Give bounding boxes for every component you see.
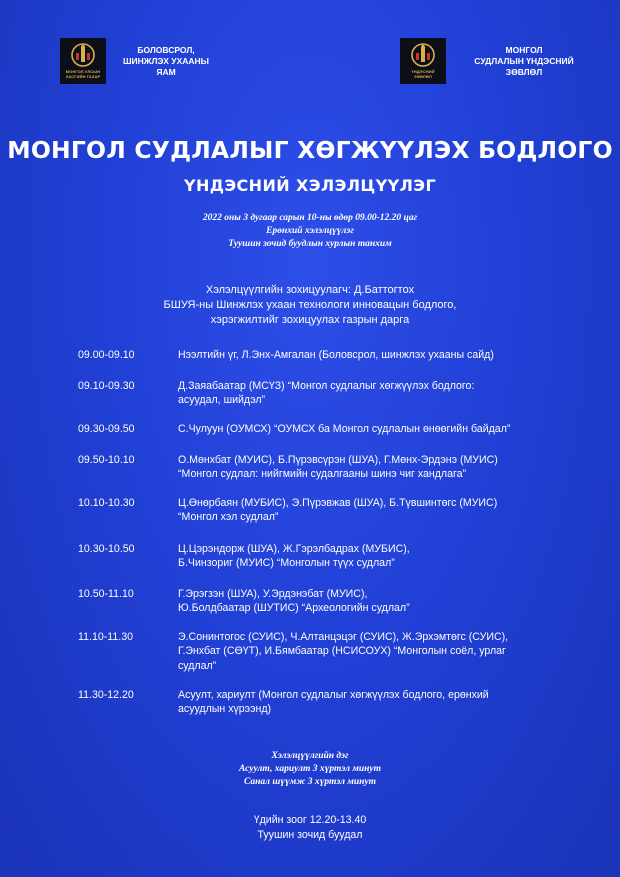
agenda-description-line: О.Мөнхбат (МУИС), Б.Пүрэвсүрэн (ШУА), Г.Мөнх-Эрдэнэ (МУИС): [178, 454, 498, 466]
state-emblem-icon: [60, 38, 106, 84]
ministry-name: БОЛОВСРОЛ, ШИНЖЛЭХ УХААНЫ ЯАМ: [123, 44, 209, 77]
agenda-description-line: Г.Энхбат (СӨҮТ), И.Бямбаатар (НСИСОУХ) “Монголын соёл, урлаг: [178, 645, 506, 658]
agenda-time: 11.30-12.20: [78, 689, 134, 701]
agenda-description: [178, 348, 568, 362]
agenda-row: [78, 688, 568, 717]
agenda-description-line: Э.Сонинтогос (СУИС), Ч.Алтанцэцэг (СУИС), Ж.Эрхэмтөгс (СУИС),: [178, 631, 509, 643]
agenda-description-line: “Монгол судлал: нийгмийн судалгааны шинэ чиг хандлага”: [178, 468, 467, 481]
agenda-time: 09.10-09.30: [78, 380, 135, 392]
agenda-description: [178, 453, 568, 482]
agenda-row: [78, 422, 568, 436]
event-meta: [0, 212, 620, 251]
agenda-description-line: Ю.Болдбаатар (ШУТИС) “Археологийн судлал”: [178, 602, 410, 615]
agenda-description-line: “Монгол хэл судлал”: [178, 511, 279, 524]
agenda-time: 10.50-11.10: [78, 588, 134, 600]
agenda-row: [78, 496, 568, 525]
agenda-time: 10.10-10.30: [78, 497, 135, 509]
agenda-description: [178, 688, 568, 717]
agenda-description-line: асуудал, шийдэл”: [178, 394, 266, 407]
agenda-description-line: Ц.Өнөрбаян (МУБИС), Э.Пүрэвжав (ШУА), Б.Түвшинтөгс (МУИС): [178, 497, 498, 509]
agenda-time: 09.30-09.50: [78, 423, 135, 435]
agenda-description-line: Нээлтийн үг, Л.Энх-Амгалан (Боловсрол, шинжлэх ухааны сайд): [178, 349, 494, 361]
agenda-description-line: судлал”: [178, 659, 217, 672]
agenda-description-line: Д.Заяабаатар (МСҮЗ) “Монгол судлалыг хөгжүүлэх бодлого:: [178, 380, 475, 392]
agenda-time: 09.50-10.10: [78, 454, 135, 466]
agenda-row: [78, 587, 568, 616]
agenda-description: [178, 422, 568, 436]
emblem-caption: ҮНДЭСНИЙ ЗӨВЛӨЛ: [411, 69, 435, 79]
state-emblem-icon: [400, 38, 446, 84]
agenda-description-line: Ц.Цэрэндорж (ШУА), Ж.Гэрэлбадрах (МУБИС),: [178, 543, 410, 555]
agenda-description-line: Г.Эрэгзэн (ШУА), У.Эрдэнэбат (МУИС),: [178, 588, 368, 600]
agenda-description: [178, 379, 568, 408]
discussion-rules: Хэлэлцүүлгийн дэг Асуулт, хариулт 3 хүртэл минут Санал шүүмж 3 хүртэл минут: [0, 750, 620, 789]
agenda-time: 10.30-10.50: [78, 543, 135, 555]
agenda-row: [78, 630, 568, 673]
agenda-description-line: С.Чулуун (ОУМСХ) “ОУМСХ ба Монгол судлалын өнөөгийн байдал”: [178, 423, 511, 435]
agenda-description: [178, 496, 568, 525]
agenda-description: [178, 542, 568, 571]
agenda-row: [78, 379, 568, 408]
event-title: МОНГОЛ СУДЛАЛЫГ ХӨГЖҮҮЛЭХ БОДЛОГО: [7, 136, 613, 164]
agenda-description: [178, 587, 568, 616]
agenda-row: [78, 348, 568, 362]
lunch-info: Үдийн зоог 12.20-13.40 Туушин зочид буудал: [253, 814, 367, 841]
council-logo-block: [400, 38, 584, 84]
agenda-description-line: асуудлын хүрээнд): [178, 703, 272, 716]
event-type: Ерөнхий хэлэлцүүлэг: [266, 226, 354, 236]
event-date: 2022 оны 3 дугаар сарын 10-ны өдөр 09.00-12.20 цаг: [202, 213, 418, 223]
organizer-info: Хэлэлцүүлгийн зохицуулагч: Д.Баттогтох БШУЯ-ны Шинжлэх ухаан технологи инновацын бодлого, хэрэгжилтийг зохицуулах газрын дарга: [163, 284, 457, 326]
council-name: МОНГОЛ СУДЛАЛЫН ҮНДЭСНИЙ ЗӨВЛӨЛ: [474, 44, 574, 77]
agenda-time: 09.00-09.10: [78, 349, 135, 361]
agenda-time: 11.10-11.30: [78, 631, 133, 643]
emblem-caption: МОНГОЛ УЛСЫН ЗАСГИЙН ГАЗАР: [65, 69, 101, 79]
agenda-description-line: Б.Чинзориг (МУИС) “Монголын түүх судлал”: [178, 557, 395, 570]
agenda-row: [78, 542, 568, 571]
agenda-description: [178, 630, 568, 673]
event-subtitle: ҮНДЭСНИЙ ХЭЛЭЛЦҮҮЛЭГ: [183, 176, 437, 195]
ministry-logo-block: [60, 38, 216, 84]
agenda-description-line: Асуулт, хариулт (Монгол судлалыг хөгжүүлэх бодлого, ерөнхий: [178, 689, 489, 701]
rules-heading: Хэлэлцүүлгийн дэг: [271, 751, 349, 761]
agenda-row: [78, 453, 568, 482]
event-venue: Туушин зочид буудлын хурлын танхим: [228, 239, 392, 249]
